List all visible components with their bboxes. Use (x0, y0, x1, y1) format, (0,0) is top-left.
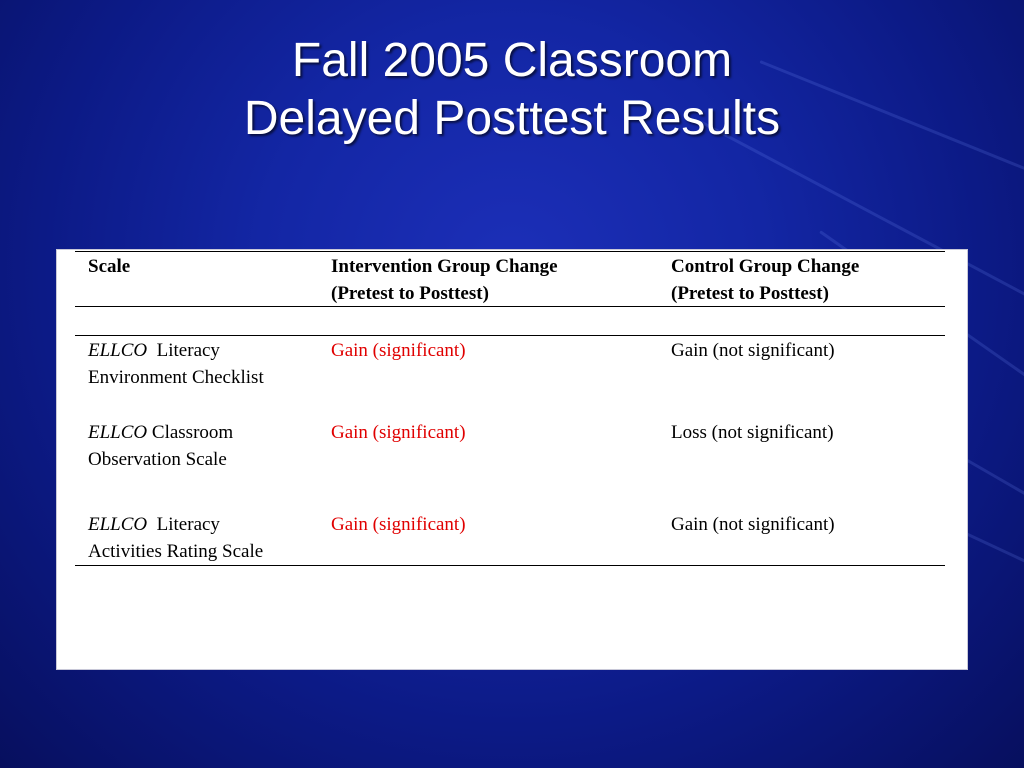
intervention-result: Gain (significant) (331, 422, 466, 443)
header-intervention-line1: Intervention Group Change (331, 256, 558, 277)
control-result: Loss (not significant) (671, 422, 834, 443)
scale-name-line2: Environment Checklist (88, 367, 264, 388)
scale-abbrev: ELLCO (88, 514, 148, 535)
header-control-line1: Control Group Change (671, 256, 860, 277)
scale-abbrev: ELLCO (88, 422, 148, 443)
scale-name-line2: Activities Rating Scale (88, 541, 264, 562)
intervention-result: Gain (significant) (331, 340, 466, 361)
table-row-scale (88, 419, 233, 473)
intervention-result: Gain (significant) (331, 514, 466, 535)
scale-name: Literacy (156, 340, 220, 361)
scale-name-line2: Observation Scale (88, 449, 227, 470)
table-body-top-rule (75, 335, 945, 336)
table-row-scale (88, 337, 264, 391)
control-result: Gain (not significant) (671, 340, 835, 361)
header-scale: Scale (88, 256, 131, 277)
slide-title (0, 32, 1024, 148)
table-row-scale (88, 511, 263, 565)
scale-name: Classroom (151, 422, 234, 443)
header-control-line2: (Pretest to Posttest) (671, 283, 829, 304)
header-intervention-line2: (Pretest to Posttest) (331, 283, 489, 304)
slide-title-line1: Fall 2005 Classroom (291, 34, 733, 87)
header-control (671, 253, 859, 307)
table-top-rule (75, 251, 945, 252)
scale-name: Literacy (156, 514, 220, 535)
table-bottom-rule (75, 565, 945, 566)
header-intervention (331, 253, 558, 307)
scale-abbrev: ELLCO (88, 340, 148, 361)
results-table (56, 249, 968, 670)
control-result: Gain (not significant) (671, 514, 835, 535)
slide-title-line2: Delayed Posttest Results (243, 92, 781, 145)
